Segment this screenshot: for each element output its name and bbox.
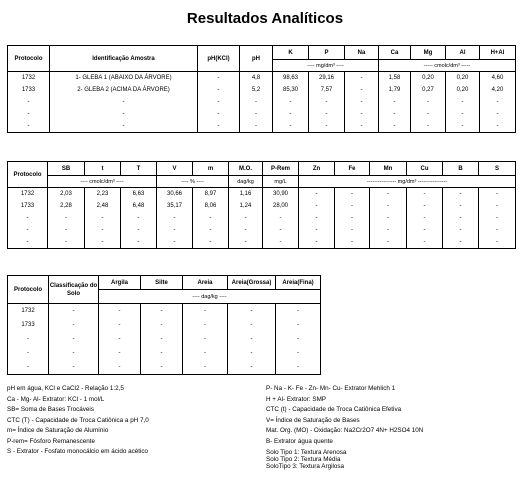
col-b: B (443, 162, 479, 176)
table-row (8, 188, 516, 200)
cell: - (183, 304, 228, 318)
cell: - (49, 360, 99, 375)
cell: - (240, 96, 273, 108)
cell: 85,30 (273, 84, 309, 96)
cell: - (49, 346, 99, 360)
cell: - (407, 200, 443, 212)
col-identificacao-amostra: Identificação Amostra (50, 46, 198, 72)
cell: - (121, 212, 157, 224)
note-line: Mat. Org. (MO) - Oxidação: Na2Cr2O7 4N+ H2SO4 10N (266, 427, 424, 434)
cell: - (309, 96, 345, 108)
cell: - (479, 200, 516, 212)
table-row (8, 200, 516, 212)
cell: - (99, 360, 141, 375)
cell: - (443, 212, 479, 224)
note-line: Solo Tipo 1: Textura Arenosa (266, 449, 347, 456)
cell: - (273, 96, 309, 108)
cell: - (379, 120, 411, 133)
methods-notes-left (7, 384, 149, 458)
cell: 0,20 (411, 72, 446, 84)
table-row (8, 108, 516, 120)
cell: - (8, 108, 50, 120)
note-line: CTC (t) - Capacidade de Troca Catiônica Efetiva (266, 406, 402, 413)
unit-dag-kg: dag/kg (229, 176, 263, 188)
cell: - (276, 304, 321, 318)
cell: 2- GLEBA 2 (ACIMA DA ÁRVORE) (50, 84, 198, 96)
cell: - (8, 120, 50, 133)
cell: - (198, 72, 240, 84)
cell: 8,97 (193, 188, 229, 200)
cell: - (157, 224, 193, 236)
page-title: Resultados Analíticos (186, 10, 344, 27)
col-fe: Fe (335, 162, 370, 176)
table-row (8, 120, 516, 133)
cell: - (407, 236, 443, 249)
table-row (8, 332, 321, 346)
cell: 7,57 (309, 84, 345, 96)
cell: - (411, 108, 446, 120)
cell: - (263, 224, 299, 236)
cell: - (198, 84, 240, 96)
col-m: m (193, 162, 229, 176)
unit-mg-dm3: ---- mg/dm³ ---- (273, 60, 379, 72)
cell: - (446, 96, 480, 108)
cell: - (370, 224, 407, 236)
cell: 1,79 (379, 84, 411, 96)
col-t-efetiva: t (85, 162, 121, 176)
cell: - (193, 236, 229, 249)
col-k: K (273, 46, 309, 60)
cell: - (299, 188, 335, 200)
cell: 28,00 (263, 200, 299, 212)
cell: - (240, 120, 273, 133)
cell: 1,16 (229, 188, 263, 200)
unit-dag-kg: ---- dag/kg ---- (99, 290, 321, 304)
col-al: Al (446, 46, 480, 60)
cell: - (240, 108, 273, 120)
cell: 4,20 (480, 84, 516, 96)
cell: 2,23 (85, 188, 121, 200)
cell: 1733 (8, 200, 48, 212)
table-row (8, 236, 516, 249)
note-line: m= Índice de Saturação de Alumínio (7, 427, 109, 434)
col-cu: Cu (407, 162, 443, 176)
note-line: SB= Soma de Bases Trocáveis (7, 406, 94, 413)
cell: - (228, 304, 276, 318)
cell: - (345, 96, 379, 108)
cell: - (157, 212, 193, 224)
cell: - (276, 332, 321, 346)
note-line: P- Na - K- Fe - Zn- Mn- Cu- Extrator Mehlich 1 (266, 385, 396, 392)
cell: - (183, 318, 228, 332)
cell: - (299, 236, 335, 249)
cell: - (411, 96, 446, 108)
cell: - (8, 360, 49, 375)
cell: 1733 (8, 84, 50, 96)
cell: - (345, 108, 379, 120)
col-protocolo: Protocolo (8, 276, 49, 304)
unit-cmolc-dm3: ----- cmolc/dm³ ----- (379, 60, 516, 72)
table-row (8, 318, 321, 332)
cell: 1732 (8, 188, 48, 200)
cell: - (50, 96, 198, 108)
cell: - (99, 346, 141, 360)
col-mn: Mn (370, 162, 407, 176)
cell: - (370, 188, 407, 200)
cell: - (299, 200, 335, 212)
cell: 1732 (8, 304, 49, 318)
cell: - (443, 224, 479, 236)
cell: - (141, 318, 183, 332)
cell: 0,27 (411, 84, 446, 96)
cell: - (141, 360, 183, 375)
cell: - (141, 332, 183, 346)
cell: 1732 (8, 72, 50, 84)
cell: 1- GLEBA 1 (ABAIXO DA ÁRVORE) (50, 72, 198, 84)
cell: - (479, 212, 516, 224)
cell: - (370, 200, 407, 212)
col-silte: Silte (141, 276, 183, 290)
cell: - (480, 96, 516, 108)
cell: - (49, 332, 99, 346)
cell: - (85, 224, 121, 236)
cell: - (335, 224, 370, 236)
cell: - (198, 108, 240, 120)
cell: - (228, 346, 276, 360)
cell: - (141, 346, 183, 360)
cell: - (309, 108, 345, 120)
note-line: V= Índice de Saturação de Bases (266, 416, 360, 424)
cell: - (407, 224, 443, 236)
table-texture-analysis (7, 275, 321, 375)
cell: - (229, 236, 263, 249)
table-row (8, 360, 321, 375)
cell: - (273, 120, 309, 133)
note-line: P-rem= Fósforo Remanescente (7, 437, 96, 445)
unit-mg-l: mg/L (263, 176, 299, 188)
col-t-ph7: T (121, 162, 157, 176)
cell: - (8, 332, 49, 346)
col-areia-grossa: Areia(Grossa) (228, 276, 276, 290)
col-sb: SB (48, 162, 85, 176)
col-s: S (479, 162, 516, 176)
cell: - (121, 236, 157, 249)
cell: 5,2 (240, 84, 273, 96)
cell: - (446, 120, 480, 133)
cell: 2,03 (48, 188, 85, 200)
cell: 1,24 (229, 200, 263, 212)
col-ph: pH (240, 46, 273, 72)
cell: - (299, 212, 335, 224)
cell: 8,06 (193, 200, 229, 212)
cell: - (85, 236, 121, 249)
cell: - (480, 108, 516, 120)
cell: 4,8 (240, 72, 273, 84)
cell: - (299, 224, 335, 236)
note-line: B- Extrator água quente (266, 437, 333, 445)
note-line: S - Extrator - Fosfato monocálcio em ácido acético (7, 448, 149, 455)
cell: - (183, 332, 228, 346)
cell: - (8, 236, 48, 249)
cell: 0,20 (446, 72, 480, 84)
cell: - (198, 120, 240, 133)
cell: - (8, 346, 49, 360)
cell: - (99, 304, 141, 318)
cell: 2,48 (85, 200, 121, 212)
cell: - (141, 304, 183, 318)
cell: 30,66 (157, 188, 193, 200)
col-h-al: H+Al (480, 46, 516, 60)
cell: - (183, 360, 228, 375)
col-na: Na (345, 46, 379, 60)
cell: - (229, 224, 263, 236)
cell: - (407, 188, 443, 200)
col-v: V (157, 162, 193, 176)
unit-cmolc-dm3: ---- cmolc/dm³ ---- (48, 176, 157, 188)
cell: - (407, 212, 443, 224)
cell: - (370, 212, 407, 224)
cell: - (8, 224, 48, 236)
table-row (8, 84, 516, 96)
cell: - (229, 212, 263, 224)
cell: - (345, 72, 379, 84)
cell: - (379, 96, 411, 108)
cell: - (49, 318, 99, 332)
cell: 1733 (8, 318, 49, 332)
cell: - (479, 236, 516, 249)
cell: - (157, 236, 193, 249)
cell: - (8, 96, 50, 108)
cell: 1,58 (379, 72, 411, 84)
note-line: Solo Tipo 2: Textura Média (266, 456, 341, 463)
cell: - (411, 120, 446, 133)
cell: 6,63 (121, 188, 157, 200)
cell: - (99, 318, 141, 332)
table-row (8, 346, 321, 360)
cell: - (263, 212, 299, 224)
table-row (8, 224, 516, 236)
col-areia: Areia (183, 276, 228, 290)
cell: - (48, 224, 85, 236)
cell: - (228, 360, 276, 375)
cell: - (48, 212, 85, 224)
table-fertility-analysis (7, 161, 516, 249)
unit-mg-dm3: ---------------- mg/dm³ ---------------- (299, 176, 516, 188)
cell: - (345, 120, 379, 133)
cell: - (228, 332, 276, 346)
note-line: Ca - Mg- Al- Extrator: KCl - 1 mol/L (7, 395, 105, 403)
note-line: CTC (T) - Capacidade de Troca Catiônica a pH 7,0 (7, 416, 149, 424)
table-chemical-analysis (7, 45, 516, 133)
cell: - (443, 200, 479, 212)
cell: - (335, 188, 370, 200)
cell: - (480, 120, 516, 133)
note-line: H + Al- Extrator: SMP (266, 395, 327, 403)
cell: 4,60 (480, 72, 516, 84)
cell: - (276, 346, 321, 360)
col-zn: Zn (299, 162, 335, 176)
cell: - (48, 236, 85, 249)
cell: - (309, 120, 345, 133)
col-protocolo: Protocolo (8, 46, 50, 72)
cell: - (370, 236, 407, 249)
col-classificacao-solo: Classificação do Solo (49, 276, 99, 304)
note-line: pH em água, KCl e CaCl2 - Relação 1:2,5 (7, 385, 124, 392)
col-areia-fina: Areia(Fina) (276, 276, 321, 290)
cell: - (479, 188, 516, 200)
table-row (8, 72, 516, 84)
table-row (8, 304, 321, 318)
soil-type-legend (266, 449, 423, 470)
cell: 0,20 (446, 84, 480, 96)
cell: - (479, 224, 516, 236)
col-argila: Argila (99, 276, 141, 290)
cell: 98,63 (273, 72, 309, 84)
note-line: SoloTipo 3: Textura Argilosa (266, 463, 345, 470)
col-p-rem: P-Rem (263, 162, 299, 176)
cell: - (335, 200, 370, 212)
cell: - (49, 304, 99, 318)
unit-percent: ---- % ---- (157, 176, 229, 188)
cell: - (443, 236, 479, 249)
cell: - (263, 236, 299, 249)
cell: - (379, 108, 411, 120)
cell: 2,28 (48, 200, 85, 212)
cell: 29,16 (309, 72, 345, 84)
cell: - (193, 224, 229, 236)
col-protocolo: Protocolo (8, 162, 48, 188)
cell: 35,17 (157, 200, 193, 212)
col-ph-kcl: pH(KCl) (198, 46, 240, 72)
table-row (8, 212, 516, 224)
col-mg: Mg (411, 46, 446, 60)
cell: - (85, 212, 121, 224)
cell: - (198, 96, 240, 108)
col-mo: M.O. (229, 162, 263, 176)
cell: - (183, 346, 228, 360)
cell: - (99, 332, 141, 346)
cell: - (335, 212, 370, 224)
cell: - (335, 236, 370, 249)
cell: - (228, 318, 276, 332)
col-p: P (309, 46, 345, 60)
cell: - (345, 84, 379, 96)
methods-notes-right (266, 384, 423, 470)
cell: - (276, 360, 321, 375)
cell: - (276, 318, 321, 332)
cell: - (443, 188, 479, 200)
cell: - (50, 120, 198, 133)
cell: - (50, 108, 198, 120)
table-row (8, 96, 516, 108)
cell: - (8, 212, 48, 224)
cell: 6,48 (121, 200, 157, 212)
cell: 30,90 (263, 188, 299, 200)
cell: - (193, 212, 229, 224)
cell: - (121, 224, 157, 236)
col-ca: Ca (379, 46, 411, 60)
cell: - (273, 108, 309, 120)
cell: - (446, 108, 480, 120)
